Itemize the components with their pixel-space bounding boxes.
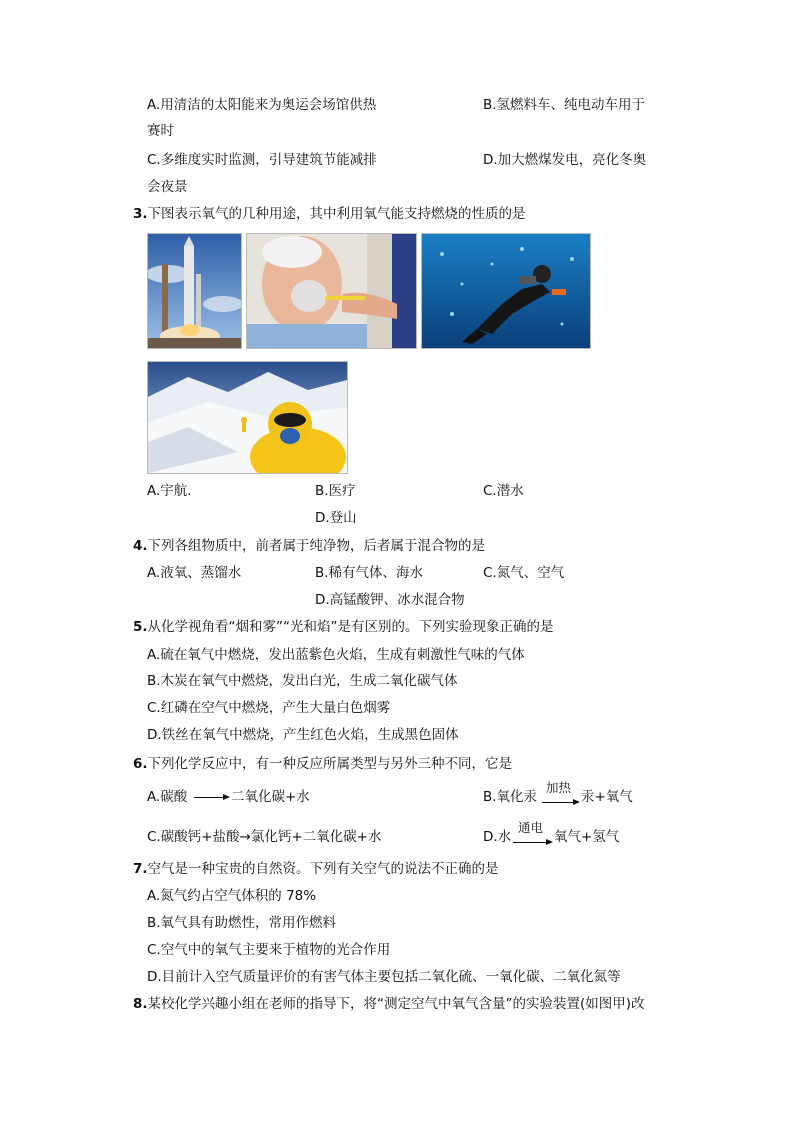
q7-option-a: A.氮气约占空气体积的 78% — [147, 888, 317, 904]
q4-text: 下列各组物质中，前者属于纯净物，后者属于混合物的是 — [147, 538, 486, 554]
q5-option-c: C.红磷在空气中燃烧，产生大量白色烟雾 — [147, 700, 391, 716]
q4-option-d: D.高锰酸钾、冰水混合物 — [315, 592, 465, 608]
q3-number: 3. — [133, 206, 148, 222]
reaction-arrow-icon — [542, 802, 578, 803]
q2-option-a-wrap: 赛时 — [147, 123, 174, 139]
q7-option-c: C.空气中的氧气主要来于植物的光合作用 — [147, 942, 391, 958]
q2-option-c: C.多维度实时监测，引导建筑节能减排 — [147, 152, 377, 168]
q6-text: 下列化学反应中，有一种反应所属类型与另外三种不同，它是 — [147, 756, 513, 772]
q5-option-d: D.铁丝在氧气中燃烧，产生红色火焰，生成黑色固体 — [147, 727, 459, 743]
q5-option-b: B.木炭在氧气中燃烧，发出白光，生成二氧化碳气体 — [147, 673, 458, 689]
q3-option-d: D.登山 — [315, 510, 357, 526]
q6-option-a-right: 二氧化碳+水 — [231, 789, 310, 805]
q5-option-a: A.硫在氧气中燃烧，发出蓝紫色火焰，生成有刺激性气味的气体 — [147, 647, 525, 663]
q2-option-d: D.加大燃煤发电，亮化冬奥 — [483, 152, 647, 168]
q7-option-b: B.氧气具有助燃性，常用作燃料 — [147, 915, 337, 931]
q5-stem — [133, 617, 554, 637]
reaction-arrow-icon — [194, 797, 228, 798]
q3-text: 下图表示氧气的几种用途，其中利用氧气能支持燃烧的性质的是 — [147, 206, 526, 222]
medical-oxygen-mask-photo — [246, 233, 417, 349]
q6-option-b-condition: 加热 — [546, 780, 572, 795]
q3-option-b: B.医疗 — [315, 483, 356, 499]
q2-option-b: B.氢燃料车、纯电动车用于 — [483, 97, 646, 113]
q3-option-a: A.宇航. — [147, 483, 192, 499]
q7-option-d: D.目前计入空气质量评价的有害气体主要包括二氧化硫、一氧化碳、二氧化氮等 — [147, 969, 621, 985]
reaction-arrow-icon — [513, 842, 551, 843]
q3-option-c: C.潜水 — [483, 483, 524, 499]
q6-option-b-right: 汞+氧气 — [581, 789, 633, 805]
q5-text: 从化学视角看“烟和雾”“光和焰”是有区别的。下列实验现象正确的是 — [147, 619, 554, 635]
q6-stem — [133, 754, 512, 774]
q6-option-b-left: B.氧化汞 — [483, 789, 538, 805]
q5-number: 5. — [133, 619, 148, 635]
q2-option-a: A.用清洁的太阳能来为奥运会场馆供热 — [147, 97, 377, 113]
rocket-launch-photo — [147, 233, 242, 349]
q4-number: 4. — [133, 538, 148, 554]
q7-text: 空气是一种宝贵的自然资。下列有关空气的说法不正确的是 — [147, 861, 499, 877]
q7-stem — [133, 859, 499, 879]
q6-option-a-left: A.碳酸 — [147, 789, 188, 805]
q2-option-c-wrap: 会夜景 — [147, 179, 188, 195]
q6-option-d-left: D.水 — [483, 829, 512, 845]
q6-number: 6. — [133, 756, 148, 772]
q8-text: 某校化学兴趣小组在老师的指导下，将“测定空气中氧气含量”的实验装置(如图甲)改 — [147, 996, 645, 1012]
q7-number: 7. — [133, 861, 148, 877]
q3-stem — [133, 204, 526, 224]
q6-option-d-right: 氧气+氢气 — [554, 829, 620, 845]
scuba-diver-photo — [421, 233, 591, 349]
q4-stem — [133, 536, 485, 556]
q8-number: 8. — [133, 996, 148, 1012]
q8-stem — [133, 994, 645, 1014]
q6-option-c: C.碳酸钙+盐酸→氯化钙+二氧化碳+水 — [147, 829, 382, 845]
q4-option-a: A.液氧、蒸馏水 — [147, 565, 242, 581]
mountaineer-oxygen-mask-photo — [147, 361, 348, 474]
q4-option-c: C.氮气、空气 — [483, 565, 565, 581]
q6-option-d-condition: 通电 — [518, 820, 544, 835]
q4-option-b: B.稀有气体、海水 — [315, 565, 424, 581]
